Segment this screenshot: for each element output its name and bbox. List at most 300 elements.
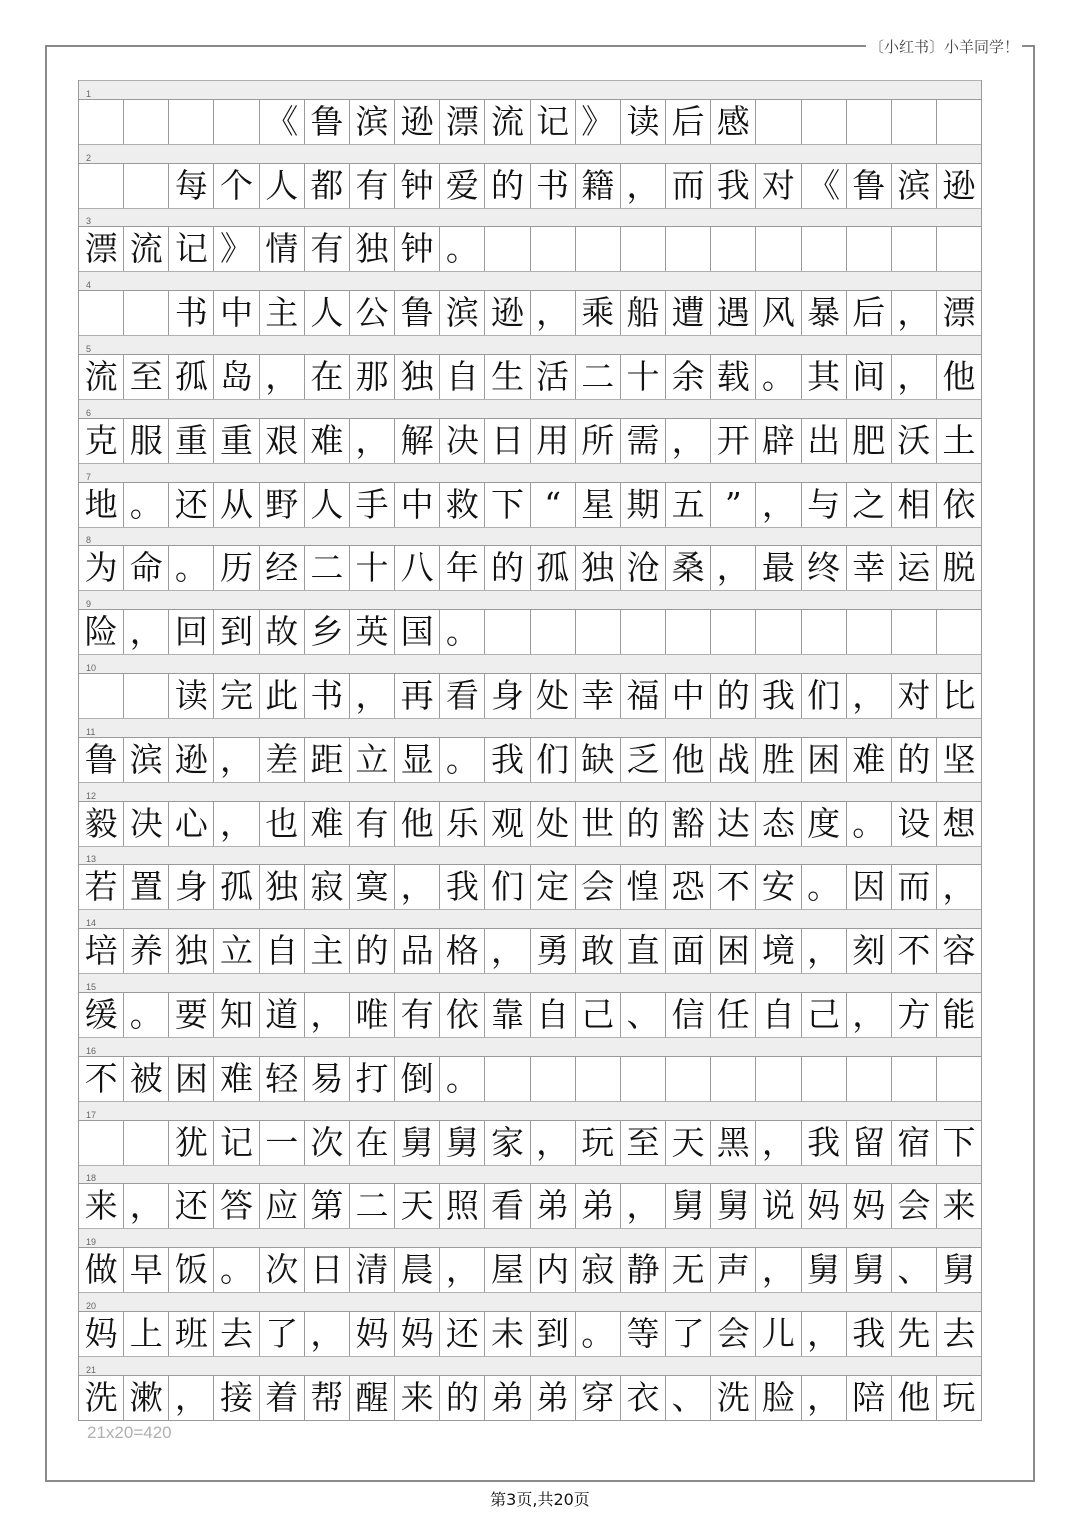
row-number: 4 (86, 280, 92, 291)
row-number: 10 (86, 662, 97, 673)
grid-cell: 《 (260, 100, 305, 144)
grid-cell: 答 (214, 1184, 259, 1228)
grid-cell: 未 (485, 1312, 530, 1356)
row-number: 19 (86, 1237, 97, 1248)
grid-cell: 二 (350, 1184, 395, 1228)
grid-cell: 鲁 (847, 164, 892, 208)
row-number-strip (79, 463, 981, 482)
grid-cell: ， (847, 993, 892, 1037)
grid-cell: 班 (169, 1312, 214, 1356)
row-number-strip (79, 1356, 981, 1375)
grid-cell: 孤 (531, 546, 576, 590)
grid-cell: 。 (756, 355, 801, 399)
grid-cell: 来 (395, 1376, 440, 1420)
grid-cell: 打 (350, 1057, 395, 1101)
grid-cell: 玩 (576, 1121, 621, 1165)
grid-cell: 的 (892, 738, 937, 782)
grid-cell (621, 227, 666, 271)
grid-cell: 难 (214, 1057, 259, 1101)
grid-cell: 后 (666, 100, 711, 144)
grid-cell: 格 (440, 929, 485, 973)
grid-cell: 幸 (847, 546, 892, 590)
grid-cell: 决 (124, 802, 169, 846)
grid-row (79, 654, 981, 718)
grid-cell: 来 (942, 1186, 976, 1226)
grid-cell: 轻 (260, 1057, 305, 1101)
row-number-strip (79, 590, 981, 609)
grid-cell: 困 (711, 929, 756, 973)
row-number: 6 (86, 407, 92, 418)
grid-cell: 会 (892, 1184, 937, 1228)
grid-cell: 用 (531, 419, 576, 463)
grid-cell: 舅 (847, 1248, 892, 1292)
grid-cell: 乡 (305, 610, 350, 654)
grid-cell: 书 (305, 674, 350, 718)
grid-cell: 逊 (395, 100, 440, 144)
grid-cell: 人 (305, 483, 350, 527)
grid-cell (621, 1057, 666, 1101)
grid-row (79, 527, 981, 591)
grid-cell: 胜 (756, 738, 801, 782)
row-number: 9 (86, 599, 92, 610)
grid-row (79, 973, 981, 1037)
grid-cell: 唯 (350, 993, 395, 1037)
page-number: 第3页,共20页 (490, 1490, 590, 1509)
grid-cell (711, 1057, 756, 1101)
grid-cell: 不 (711, 865, 756, 909)
grid-cell (802, 100, 847, 144)
grid-cell: 还 (169, 1184, 214, 1228)
grid-row (79, 1228, 981, 1292)
grid-cell: ， (214, 738, 259, 782)
grid-cell: 在 (350, 1121, 395, 1165)
grid-cell: 妈 (395, 1312, 440, 1356)
grid-cell: 中 (214, 291, 259, 335)
grid-cell: 看 (485, 1184, 530, 1228)
grid-cell: 设 (892, 802, 937, 846)
grid-cell: 舅 (711, 1184, 756, 1228)
grid-cell: 再 (395, 674, 440, 718)
grid-cell: 己 (576, 993, 621, 1037)
grid-cell: 们 (531, 738, 576, 782)
grid-cell: 的 (485, 546, 530, 590)
grid-cell: 内 (531, 1248, 576, 1292)
grid-cell: ” (711, 483, 756, 527)
grid-cell: 人 (260, 164, 305, 208)
grid-cell: 救 (440, 483, 485, 527)
grid-cell: 妈 (79, 1312, 124, 1356)
grid-cell (79, 291, 124, 335)
grid-cell: 他 (892, 1376, 937, 1420)
grid-cell: 逊 (169, 738, 214, 782)
row-number-strip (79, 208, 981, 227)
grid-cell: 都 (305, 164, 350, 208)
grid-cell: 难 (305, 802, 350, 846)
grid-cell: 滨 (440, 291, 485, 335)
grid-cell: 晨 (395, 1248, 440, 1292)
grid-cell: 之 (847, 483, 892, 527)
grid-cell: 敢 (576, 929, 621, 973)
grid-cell: 妈 (350, 1312, 395, 1356)
grid-cell: 脸 (756, 1376, 801, 1420)
grid-cell: 鲁 (79, 738, 124, 782)
row-cells (79, 1183, 981, 1228)
grid-cell: 上 (124, 1312, 169, 1356)
row-number-strip (79, 271, 981, 290)
grid-row (79, 590, 981, 654)
grid-cell: 妈 (802, 1184, 847, 1228)
row-cells (79, 99, 981, 144)
grid-cell: 为 (79, 546, 124, 590)
grid-cell (576, 610, 621, 654)
grid-cell: 脱 (942, 548, 976, 588)
grid-cell: 观 (485, 802, 530, 846)
grid-cell: 他 (942, 356, 976, 396)
grid-cell: 人 (305, 291, 350, 335)
grid-cell: 培 (79, 929, 124, 973)
grid-cell: 开 (711, 419, 756, 463)
grid-cell: 书 (531, 164, 576, 208)
grid-cell: 定 (531, 865, 576, 909)
grid-cell (124, 164, 169, 208)
grid-cell: 清 (350, 1248, 395, 1292)
grid-cell: 声 (711, 1248, 756, 1292)
grid-cell: 屋 (485, 1248, 530, 1292)
grid-cell: 品 (395, 929, 440, 973)
grid-cell: 逊 (485, 291, 530, 335)
grid-cell: 态 (756, 802, 801, 846)
grid-cell (847, 227, 892, 271)
grid-cell: 立 (350, 738, 395, 782)
grid-cell: 做 (79, 1248, 124, 1292)
grid-cell: 从 (214, 483, 259, 527)
watermark-text: 〔小红书〕小羊同学！ (866, 37, 1022, 57)
grid-cell: 。 (576, 1312, 621, 1356)
grid-cell: 辟 (756, 419, 801, 463)
grid-cell: 孤 (214, 865, 259, 909)
grid-cell: 我 (847, 1312, 892, 1356)
grid-cell: 弟 (531, 1184, 576, 1228)
grid-cell: 流 (79, 355, 124, 399)
grid-cell: 他 (395, 802, 440, 846)
row-cells (79, 1247, 981, 1292)
grid-cell: 流 (485, 100, 530, 144)
grid-cell: 靠 (485, 993, 530, 1037)
grid-row (79, 782, 981, 846)
grid-cell: 完 (214, 674, 259, 718)
grid-cell: 所 (576, 419, 621, 463)
grid-cell (847, 610, 892, 654)
grid-cell: 醒 (350, 1376, 395, 1420)
grid-cell: 寂 (576, 1248, 621, 1292)
grid-cell: 的 (440, 1376, 485, 1420)
grid-cell: 世 (576, 802, 621, 846)
row-cells (79, 1311, 981, 1356)
grid-cell: 处 (531, 674, 576, 718)
grid-cell: 。 (214, 1248, 259, 1292)
grid-cell: 有 (350, 802, 395, 846)
row-number: 14 (86, 918, 97, 929)
row-cells (79, 290, 981, 335)
row-number-strip (79, 1101, 981, 1120)
grid-cell: 。 (124, 993, 169, 1037)
grid-cell: 犹 (169, 1121, 214, 1165)
grid-cell: 感 (711, 100, 756, 144)
grid-cell: 依 (440, 993, 485, 1037)
grid-cell (892, 100, 937, 144)
grid-cell: 。 (124, 483, 169, 527)
grid-cell: 自 (440, 355, 485, 399)
grid-cell: 来 (79, 1184, 124, 1228)
row-number-strip (79, 335, 981, 354)
grid-cell: 妈 (847, 1184, 892, 1228)
grid-cell (124, 100, 169, 144)
grid-row (79, 1356, 981, 1420)
grid-cell (124, 674, 169, 718)
grid-cell: 历 (214, 546, 259, 590)
grid-cell: 。 (440, 738, 485, 782)
grid-cell: 载 (711, 355, 756, 399)
grid-cell: 任 (711, 993, 756, 1037)
grid-cell: 恐 (666, 865, 711, 909)
grid-cell: ， (666, 419, 711, 463)
grid-cell: 了 (260, 1312, 305, 1356)
grid-cell: 寞 (350, 865, 395, 909)
grid-cell: 身 (169, 865, 214, 909)
grid-cell: 情 (260, 227, 305, 271)
row-cells (79, 1056, 981, 1101)
grid-cell: 穿 (576, 1376, 621, 1420)
grid-cell: 距 (305, 738, 350, 782)
grid-cell (892, 610, 937, 654)
grid-cell: 会 (711, 1312, 756, 1356)
grid-cell: 险 (79, 610, 124, 654)
grid-cell (802, 610, 847, 654)
row-number-strip (79, 1165, 981, 1184)
grid-cell: 解 (395, 419, 440, 463)
grid-cell: 鲁 (305, 100, 350, 144)
grid-cell: 独 (169, 929, 214, 973)
grid-cell (711, 227, 756, 271)
grid-cell: 的 (621, 802, 666, 846)
grid-cell (79, 164, 124, 208)
row-number-strip (79, 80, 981, 99)
grid-row (79, 1292, 981, 1356)
grid-cell: 公 (350, 291, 395, 335)
grid-cell: 依 (942, 484, 976, 524)
grid-cell: 与 (802, 483, 847, 527)
grid-cell (124, 1121, 169, 1165)
grid-cell (666, 610, 711, 654)
grid-cell: 战 (711, 738, 756, 782)
grid-cell: 读 (169, 674, 214, 718)
grid-cell (79, 100, 124, 144)
grid-cell: 独 (260, 865, 305, 909)
grid-cell: 、 (892, 1248, 937, 1292)
grid-cell: 运 (892, 546, 937, 590)
grid-cell: 记 (214, 1121, 259, 1165)
grid-cell: 舅 (395, 1121, 440, 1165)
grid-cell: 次 (305, 1121, 350, 1165)
grid-cell: 豁 (666, 802, 711, 846)
row-number: 18 (86, 1173, 97, 1184)
grid-cell: 土 (942, 420, 976, 460)
grid-cell: ， (350, 419, 395, 463)
grid-cell: 着 (260, 1376, 305, 1420)
row-cells (79, 418, 981, 463)
grid-cell: 克 (79, 419, 124, 463)
grid-cell: 第 (305, 1184, 350, 1228)
grid-cell: 滨 (124, 738, 169, 782)
grid-cell (531, 227, 576, 271)
row-cells (79, 992, 981, 1037)
grid-cell: 服 (124, 419, 169, 463)
grid-cell: 活 (531, 355, 576, 399)
grid-cell: 英 (350, 610, 395, 654)
grid-cell: 需 (621, 419, 666, 463)
grid-cell: ， (350, 674, 395, 718)
grid-cell: 余 (666, 355, 711, 399)
grid-cell (485, 610, 530, 654)
grid-cell: 野 (260, 483, 305, 527)
grid-cell: 陪 (847, 1376, 892, 1420)
grid-cell (937, 227, 981, 271)
grid-cell (576, 1057, 621, 1101)
grid-cell: 能 (942, 994, 976, 1034)
grid-cell: 立 (214, 929, 259, 973)
grid-cell: 爱 (440, 164, 485, 208)
grid-cell (485, 227, 530, 271)
grid-cell (847, 1057, 892, 1101)
grid-cell: 刻 (847, 929, 892, 973)
grid-cell: 后 (847, 291, 892, 335)
grid-cell: 书 (169, 291, 214, 335)
grid-cell: 暴 (802, 291, 847, 335)
grid-cell: 去 (942, 1313, 976, 1353)
grid-cell (485, 1057, 530, 1101)
grid-cell: ， (305, 1312, 350, 1356)
grid-cell: 等 (621, 1312, 666, 1356)
grid-row (79, 718, 981, 782)
grid-cell: 玩 (942, 1377, 976, 1417)
grid-cell: 每 (169, 164, 214, 208)
writing-grid (78, 80, 982, 1421)
grid-cell: 坚 (942, 739, 976, 779)
grid-cell: 个 (214, 164, 259, 208)
grid-cell: 达 (711, 802, 756, 846)
grid-cell: 也 (260, 802, 305, 846)
grid-cell: 间 (847, 355, 892, 399)
row-number-strip (79, 782, 981, 801)
row-cells (79, 609, 981, 654)
grid-cell: 》 (214, 227, 259, 271)
grid-cell: 我 (440, 865, 485, 909)
row-cells (79, 354, 981, 399)
grid-cell (124, 291, 169, 335)
grid-cell: 说 (756, 1184, 801, 1228)
grid-cell: 饭 (169, 1248, 214, 1292)
grid-cell: 身 (485, 674, 530, 718)
grid-cell: 们 (485, 865, 530, 909)
grid-cell: 。 (847, 802, 892, 846)
grid-cell: 差 (260, 738, 305, 782)
grid-cell: 五 (666, 483, 711, 527)
grid-cell: 其 (802, 355, 847, 399)
grid-cell: 先 (892, 1312, 937, 1356)
grid-cell: 出 (802, 419, 847, 463)
grid-cell: 知 (214, 993, 259, 1037)
grid-cell (892, 1057, 937, 1101)
grid-cell: 在 (305, 355, 350, 399)
row-number: 20 (86, 1300, 97, 1311)
grid-cell: ， (531, 291, 576, 335)
grid-cell (531, 610, 576, 654)
grid-cell: 最 (756, 546, 801, 590)
grid-cell: 乐 (440, 802, 485, 846)
row-number: 21 (86, 1364, 97, 1375)
grid-cell: 毅 (79, 802, 124, 846)
grid-cell: 主 (305, 929, 350, 973)
grid-cell: 还 (440, 1312, 485, 1356)
grid-cell: 孤 (169, 355, 214, 399)
grid-cell: ， (892, 291, 937, 335)
grid-cell: ， (756, 1121, 801, 1165)
grid-row (79, 335, 981, 399)
row-number: 2 (86, 152, 92, 163)
grid-cell: 籍 (576, 164, 621, 208)
grid-cell: 幸 (576, 674, 621, 718)
grid-cell (79, 674, 124, 718)
grid-cell: ， (260, 355, 305, 399)
grid-cell: 舅 (942, 1250, 976, 1290)
grid-cell: 比 (942, 675, 976, 715)
grid-cell: ， (847, 674, 892, 718)
row-number: 17 (86, 1109, 97, 1120)
grid-cell: 回 (169, 610, 214, 654)
grid-cell: 信 (666, 993, 711, 1037)
grid-cell: 对 (756, 164, 801, 208)
grid-cell: 终 (802, 546, 847, 590)
grid-cell: 显 (395, 738, 440, 782)
row-number-strip (79, 654, 981, 673)
row-number-strip (79, 1228, 981, 1247)
grid-cell: 还 (169, 483, 214, 527)
grid-cell: 漂 (79, 227, 124, 271)
grid-cell: 星 (576, 483, 621, 527)
grid-cell: 的 (711, 674, 756, 718)
grid-cell (937, 610, 981, 654)
grid-cell: 了 (666, 1312, 711, 1356)
grid-cell: 国 (395, 610, 440, 654)
grid-cell: 桑 (666, 546, 711, 590)
grid-cell: 帮 (305, 1376, 350, 1420)
grid-cell: 至 (621, 1121, 666, 1165)
grid-cell: 易 (305, 1057, 350, 1101)
grid-cell: ， (756, 1248, 801, 1292)
grid-cell: 天 (395, 1184, 440, 1228)
row-number: 15 (86, 981, 97, 992)
grid-cell: 去 (214, 1312, 259, 1356)
row-cells (79, 737, 981, 782)
grid-cell: 养 (124, 929, 169, 973)
grid-cell: 直 (621, 929, 666, 973)
grid-cell: 至 (124, 355, 169, 399)
row-number-strip (79, 973, 981, 992)
grid-cell: 下 (485, 483, 530, 527)
grid-cell: 此 (260, 674, 305, 718)
grid-cell: 方 (892, 993, 937, 1037)
grid-cell: ， (214, 802, 259, 846)
